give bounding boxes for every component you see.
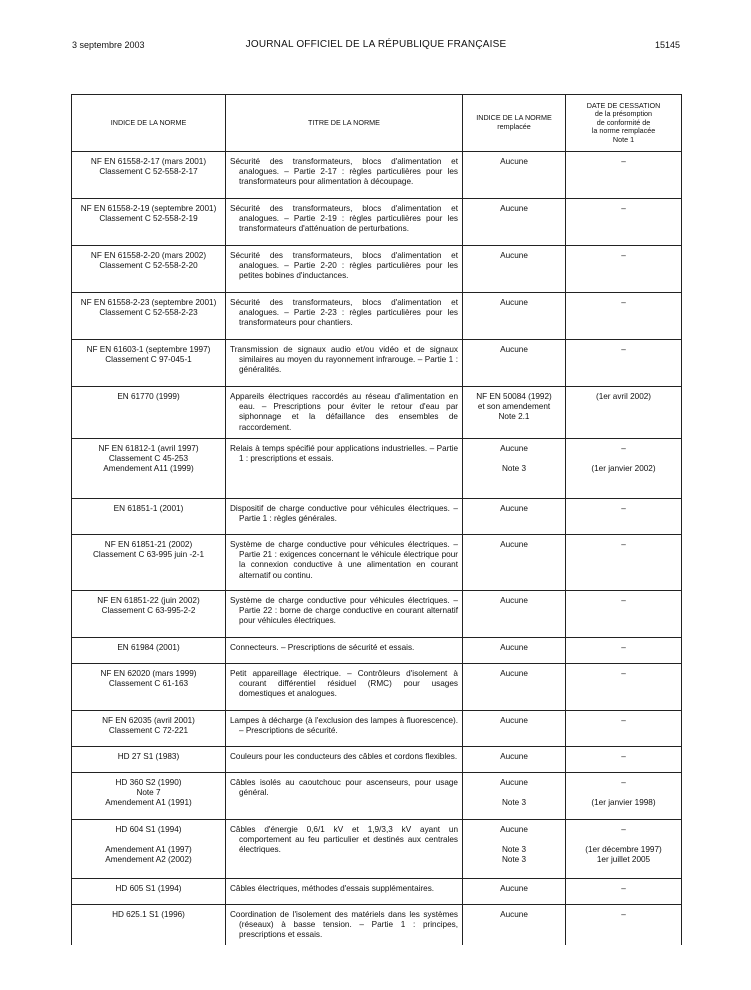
norm-title-text: Coordination de l'isolement des matériels dans les systèmes (réseaux) à basse tension. – Partie 1 : principes, prescriptions et essais. [230, 910, 458, 940]
replaced-norm-cell-line: Aucune [500, 716, 528, 725]
norm-index-cell [72, 439, 226, 499]
col-header-remplacee-line: INDICE DE LA NORME [476, 113, 552, 123]
norm-index-cell-line: Amendement A1 (1991) [105, 798, 192, 808]
norm-index-cell-line: NF EN 61603-1 (septembre 1997) [86, 345, 211, 354]
norm-title-text: Transmission de signaux audio et/ou vidéo et de signaux similaires au moyen du rayonnement infrarouge. – Partie 1 : généralités. [230, 345, 458, 375]
replaced-norm-cell [463, 293, 566, 340]
replaced-norm-cell-line: Note 3 [501, 798, 527, 808]
norm-title-cell [226, 439, 463, 499]
table-row [72, 879, 682, 905]
cessation-date-cell-line: – [621, 251, 626, 260]
norm-index-cell [72, 199, 226, 246]
norm-index-cell-line: Classement C 52-558-2-17 [99, 167, 198, 177]
cessation-date-cell [566, 535, 682, 591]
table-row [72, 293, 682, 340]
replaced-norm-cell-line: Note 2.1 [498, 412, 530, 422]
table-header-row [72, 95, 682, 152]
norm-title-cell [226, 747, 463, 773]
norm-title-cell [226, 293, 463, 340]
col-header-cessation-line: la norme remplacée [591, 126, 656, 136]
replaced-norm-cell [463, 387, 566, 439]
cessation-date-cell-line: (1er janvier 2002) [591, 464, 656, 474]
norm-index-cell-line: EN 61984 (2001) [117, 643, 180, 652]
replaced-norm-cell-line: Note 3 [501, 464, 527, 474]
cessation-date-cell [566, 591, 682, 638]
cessation-date-cell-line: – [621, 298, 626, 307]
cessation-date-cell-line: – [621, 643, 626, 652]
cessation-date-cell-line: – [621, 157, 626, 166]
cessation-date-cell [566, 664, 682, 711]
replaced-norm-cell-line: Aucune [500, 157, 528, 166]
replaced-norm-cell [463, 711, 566, 747]
norm-index-cell-line: NF EN 61851-22 (juin 2002) [97, 596, 200, 605]
header-journal-title: JOURNAL OFFICIEL DE LA RÉPUBLIQUE FRANÇAISE [245, 39, 507, 50]
replaced-norm-cell [463, 535, 566, 591]
replaced-norm-cell [463, 152, 566, 199]
norm-title-text: Petit appareillage électrique. – Contrôleurs d'isolement à courant différentiel résiduel (RMC) pour usages domestiques et analogues. [230, 669, 458, 699]
norm-index-cell-line: Amendement A11 (1999) [103, 464, 194, 474]
norm-title-text: Dispositif de charge conductive pour véhicules électriques. – Partie 1 : règles générales. [230, 504, 458, 524]
cessation-date-cell [566, 747, 682, 773]
replaced-norm-cell [463, 820, 566, 879]
norm-title-cell [226, 152, 463, 199]
replaced-norm-cell [463, 499, 566, 535]
norm-title-cell [226, 535, 463, 591]
replaced-norm-cell [463, 773, 566, 820]
replaced-norm-cell-line: Aucune [500, 298, 528, 307]
replaced-norm-cell [463, 879, 566, 905]
col-header-cessation [566, 95, 682, 152]
norm-title-cell [226, 199, 463, 246]
col-header-indice-label: INDICE DE LA NORME [110, 117, 187, 127]
cessation-date-cell [566, 638, 682, 664]
cessation-date-cell [566, 773, 682, 820]
cessation-date-cell [566, 152, 682, 199]
cessation-date-cell [566, 340, 682, 387]
replaced-norm-cell-line: Aucune [500, 825, 528, 834]
norm-title-cell [226, 905, 463, 945]
table-row [72, 340, 682, 387]
norm-index-cell-line: NF EN 62035 (avril 2001) [102, 716, 195, 725]
cessation-date-cell-line: – [621, 596, 626, 605]
table-row [72, 711, 682, 747]
table-row [72, 591, 682, 638]
norm-index-cell-line: NF EN 61558-2-23 (septembre 2001) [80, 298, 217, 307]
replaced-norm-cell-line: Aucune [500, 884, 528, 893]
norm-index-cell-line: Classement C 52-558-2-20 [99, 261, 198, 271]
table-row [72, 820, 682, 879]
norm-index-cell-line: HD 625.1 S1 (1996) [112, 910, 185, 919]
norm-index-cell [72, 905, 226, 945]
replaced-norm-cell-line [467, 788, 561, 798]
replaced-norm-cell-line: Aucune [500, 752, 528, 761]
replaced-norm-cell-line: Aucune [500, 345, 528, 354]
replaced-norm-cell-line: NF EN 50084 (1992) [476, 392, 552, 401]
cessation-date-cell [566, 499, 682, 535]
cessation-date-cell [566, 199, 682, 246]
replaced-norm-cell-line: Aucune [500, 504, 528, 513]
norm-index-cell [72, 246, 226, 293]
replaced-norm-cell-line [467, 454, 561, 464]
replaced-norm-cell-line [467, 835, 561, 845]
cessation-date-cell-line: – [621, 910, 626, 919]
cessation-date-cell-line: (1er décembre 1997) [585, 845, 662, 855]
cessation-date-cell-line: (1er avril 2002) [595, 392, 652, 401]
table-row [72, 905, 682, 945]
norm-index-cell [72, 747, 226, 773]
table-row [72, 664, 682, 711]
cessation-date-cell [566, 293, 682, 340]
table-row [72, 535, 682, 591]
norm-title-text: Système de charge conductive pour véhicules électriques. – Partie 21 : exigences concernant le véhicule électrique pour la connexion conductive à une alimentation en courant alternatif ou continu. [230, 540, 458, 580]
norm-index-cell [72, 711, 226, 747]
table-row [72, 199, 682, 246]
norm-title-text: Connecteurs. – Prescriptions de sécurité et essais. [230, 643, 415, 652]
norm-title-cell [226, 879, 463, 905]
norm-title-text: Sécurité des transformateurs, blocs d'alimentation et analogues. – Partie 2-23 : règles particulières pour les transformateurs pour chantiers. [230, 298, 458, 328]
cessation-date-cell [566, 820, 682, 879]
col-header-remplacee [463, 95, 566, 152]
table-row [72, 499, 682, 535]
replaced-norm-cell [463, 439, 566, 499]
replaced-norm-cell [463, 664, 566, 711]
cessation-date-cell-line [570, 788, 677, 798]
norm-title-text: Lampes à décharge (à l'exclusion des lampes à fluorescence). – Prescriptions de sécurité. [230, 716, 458, 736]
norm-title-text: Câbles isolés au caoutchouc pour ascenseurs, pour usage général. [230, 778, 458, 798]
norm-title-cell [226, 638, 463, 664]
col-header-cessation-line: de la présomption [594, 109, 653, 119]
norm-index-cell [72, 879, 226, 905]
norm-index-cell-line: NF EN 61558-2-19 (septembre 2001) [80, 204, 217, 213]
replaced-norm-cell [463, 340, 566, 387]
norm-index-cell-line: Classement C 61-163 [108, 679, 189, 689]
replaced-norm-cell-line: Aucune [500, 540, 528, 549]
replaced-norm-cell [463, 591, 566, 638]
norm-index-cell [72, 638, 226, 664]
cessation-date-cell-line: – [621, 825, 626, 834]
norm-index-cell-line: HD 605 S1 (1994) [115, 884, 182, 893]
table-row [72, 152, 682, 199]
norm-title-text: Sécurité des transformateurs, blocs d'alimentation et analogues. – Partie 2-20 : règles particulières pour les petites bobines d'inductances. [230, 251, 458, 281]
cessation-date-cell-line: – [621, 444, 626, 453]
norm-index-cell-line: Classement C 63-995-2-2 [101, 606, 196, 616]
table-row [72, 387, 682, 439]
replaced-norm-cell-line: Aucune [500, 444, 528, 453]
norm-index-cell-line: Amendement A2 (2002) [105, 855, 192, 865]
norm-index-cell-line: NF EN 62020 (mars 1999) [100, 669, 197, 678]
col-header-titre-label: TITRE DE LA NORME [308, 117, 380, 127]
norm-title-text: Sécurité des transformateurs, blocs d'alimentation et analogues. – Partie 2-19 : règles particulières pour les transformateurs d'atténuation de perturbations. [230, 204, 458, 234]
col-header-cessation-line: DATE DE CESSATION [586, 100, 661, 110]
cessation-date-cell-line: 1er juillet 2005 [596, 855, 651, 865]
norm-title-cell [226, 591, 463, 638]
norm-index-cell [72, 664, 226, 711]
cessation-date-cell-line: – [621, 778, 626, 787]
norm-index-cell [72, 152, 226, 199]
replaced-norm-cell-line: et son amendement [477, 402, 551, 412]
norm-index-cell-line: HD 27 S1 (1983) [117, 752, 180, 761]
table-row [72, 773, 682, 820]
norm-index-cell-line: Classement C 52-558-2-19 [99, 214, 198, 224]
norm-title-text: Couleurs pour les conducteurs des câbles et cordons flexibles. [230, 752, 458, 761]
norm-index-cell-line: Classement C 45-253 [108, 454, 189, 464]
cessation-date-cell [566, 387, 682, 439]
replaced-norm-cell-line: Note 3 [501, 855, 527, 865]
norm-index-cell-line: HD 360 S2 (1990) [115, 778, 182, 787]
cessation-date-cell-line: – [621, 669, 626, 678]
col-header-remplacee-line: remplacée [497, 122, 531, 131]
norm-index-cell-line: NF EN 61812-1 (avril 1997) [98, 444, 199, 453]
table-row [72, 246, 682, 293]
header-page-number: 15145 [654, 40, 680, 50]
replaced-norm-cell-line: Aucune [500, 204, 528, 213]
col-header-indice [72, 95, 226, 152]
norm-index-cell-line: EN 61770 (1999) [117, 392, 180, 401]
norm-index-cell [72, 535, 226, 591]
header-date: 3 septembre 2003 [72, 40, 145, 50]
norm-title-cell [226, 246, 463, 293]
norm-index-cell-line: NF EN 61851-21 (2002) [104, 540, 193, 549]
norm-index-cell-line: Note 7 [136, 788, 161, 798]
norm-index-cell-line: NF EN 61558-2-17 (mars 2001) [90, 157, 207, 166]
cessation-date-cell-line: – [621, 716, 626, 725]
norm-title-text: Système de charge conductive pour véhicules électriques. – Partie 22 : borne de charge conductive en courant alternatif pour véhicules électriques. [230, 596, 458, 626]
norm-title-text: Appareils électriques raccordés au réseau d'alimentation en eau. – Prescriptions pour éviter le retour d'eau par siphonnage et la défaillance des ensembles de raccordement. [230, 392, 458, 432]
replaced-norm-cell [463, 199, 566, 246]
norm-index-cell [72, 820, 226, 879]
norm-title-cell [226, 387, 463, 439]
replaced-norm-cell [463, 747, 566, 773]
norm-index-cell-line: Classement C 72-221 [108, 726, 189, 736]
norm-title-text: Relais à temps spécifié pour applications industrielles. – Partie 1 : prescriptions et essais. [230, 444, 458, 464]
replaced-norm-cell [463, 638, 566, 664]
cessation-date-cell [566, 246, 682, 293]
replaced-norm-cell-line: Aucune [500, 778, 528, 787]
norm-title-cell [226, 820, 463, 879]
replaced-norm-cell-line: Aucune [500, 596, 528, 605]
cessation-date-cell-line: – [621, 504, 626, 513]
cessation-date-cell-line: – [621, 345, 626, 354]
cessation-date-cell-line: (1er janvier 1998) [591, 798, 656, 808]
cessation-date-cell-line: – [621, 752, 626, 761]
norm-index-cell [72, 499, 226, 535]
table-row [72, 439, 682, 499]
norm-index-cell-line: EN 61851-1 (2001) [113, 504, 184, 513]
cessation-date-cell [566, 439, 682, 499]
page-header [72, 40, 680, 54]
norm-title-cell [226, 773, 463, 820]
norm-index-cell-line: HD 604 S1 (1994) [115, 825, 182, 834]
cessation-date-cell-line: – [621, 204, 626, 213]
norm-title-text: Câbles d'énergie 0,6/1 kV et 1,9/3,3 kV ayant un comportement au feu particulier et destinés aux centrales électriques. [230, 825, 458, 855]
norm-index-cell-line: NF EN 61558-2-20 (mars 2002) [90, 251, 207, 260]
cessation-date-cell-line: – [621, 884, 626, 893]
norm-title-text: Sécurité des transformateurs, blocs d'alimentation et analogues. – Partie 2-17 : règles particulières pour les transformateurs pour alimentation à découpage. [230, 157, 458, 187]
norm-title-cell [226, 499, 463, 535]
replaced-norm-cell-line: Aucune [500, 910, 528, 919]
norm-index-cell-line [76, 835, 221, 845]
norm-title-text: Câbles électriques, méthodes d'essais supplémentaires. [230, 884, 435, 893]
cessation-date-cell [566, 879, 682, 905]
norm-index-cell [72, 387, 226, 439]
cessation-date-cell-line [570, 454, 677, 464]
replaced-norm-cell [463, 905, 566, 945]
norm-index-cell-line: Amendement A1 (1997) [105, 845, 192, 855]
norm-index-cell [72, 340, 226, 387]
norm-index-cell-line: Classement C 52-558-2-23 [99, 308, 198, 318]
col-header-titre [226, 95, 463, 152]
col-header-cessation-line: de conformité de [596, 117, 651, 127]
norm-index-cell [72, 773, 226, 820]
table-row [72, 747, 682, 773]
norm-title-cell [226, 711, 463, 747]
table-row [72, 638, 682, 664]
norm-index-cell-line: Classement C 97-045-1 [105, 355, 192, 365]
norm-title-cell [226, 340, 463, 387]
norm-index-cell-line: Classement C 63-995 juin -2-1 [92, 550, 205, 560]
replaced-norm-cell-line: Aucune [500, 251, 528, 260]
replaced-norm-cell [463, 246, 566, 293]
cessation-date-cell-line [570, 835, 677, 845]
norm-title-cell [226, 664, 463, 711]
norm-index-cell [72, 293, 226, 340]
replaced-norm-cell-line: Note 3 [501, 845, 527, 855]
norm-index-cell [72, 591, 226, 638]
cessation-date-cell [566, 711, 682, 747]
cessation-date-cell-line: – [621, 540, 626, 549]
replaced-norm-cell-line: Aucune [500, 669, 528, 678]
standards-table [71, 94, 682, 945]
cessation-date-cell [566, 905, 682, 945]
replaced-norm-cell-line: Aucune [500, 643, 528, 652]
col-header-cessation-line: Note 1 [612, 134, 635, 144]
